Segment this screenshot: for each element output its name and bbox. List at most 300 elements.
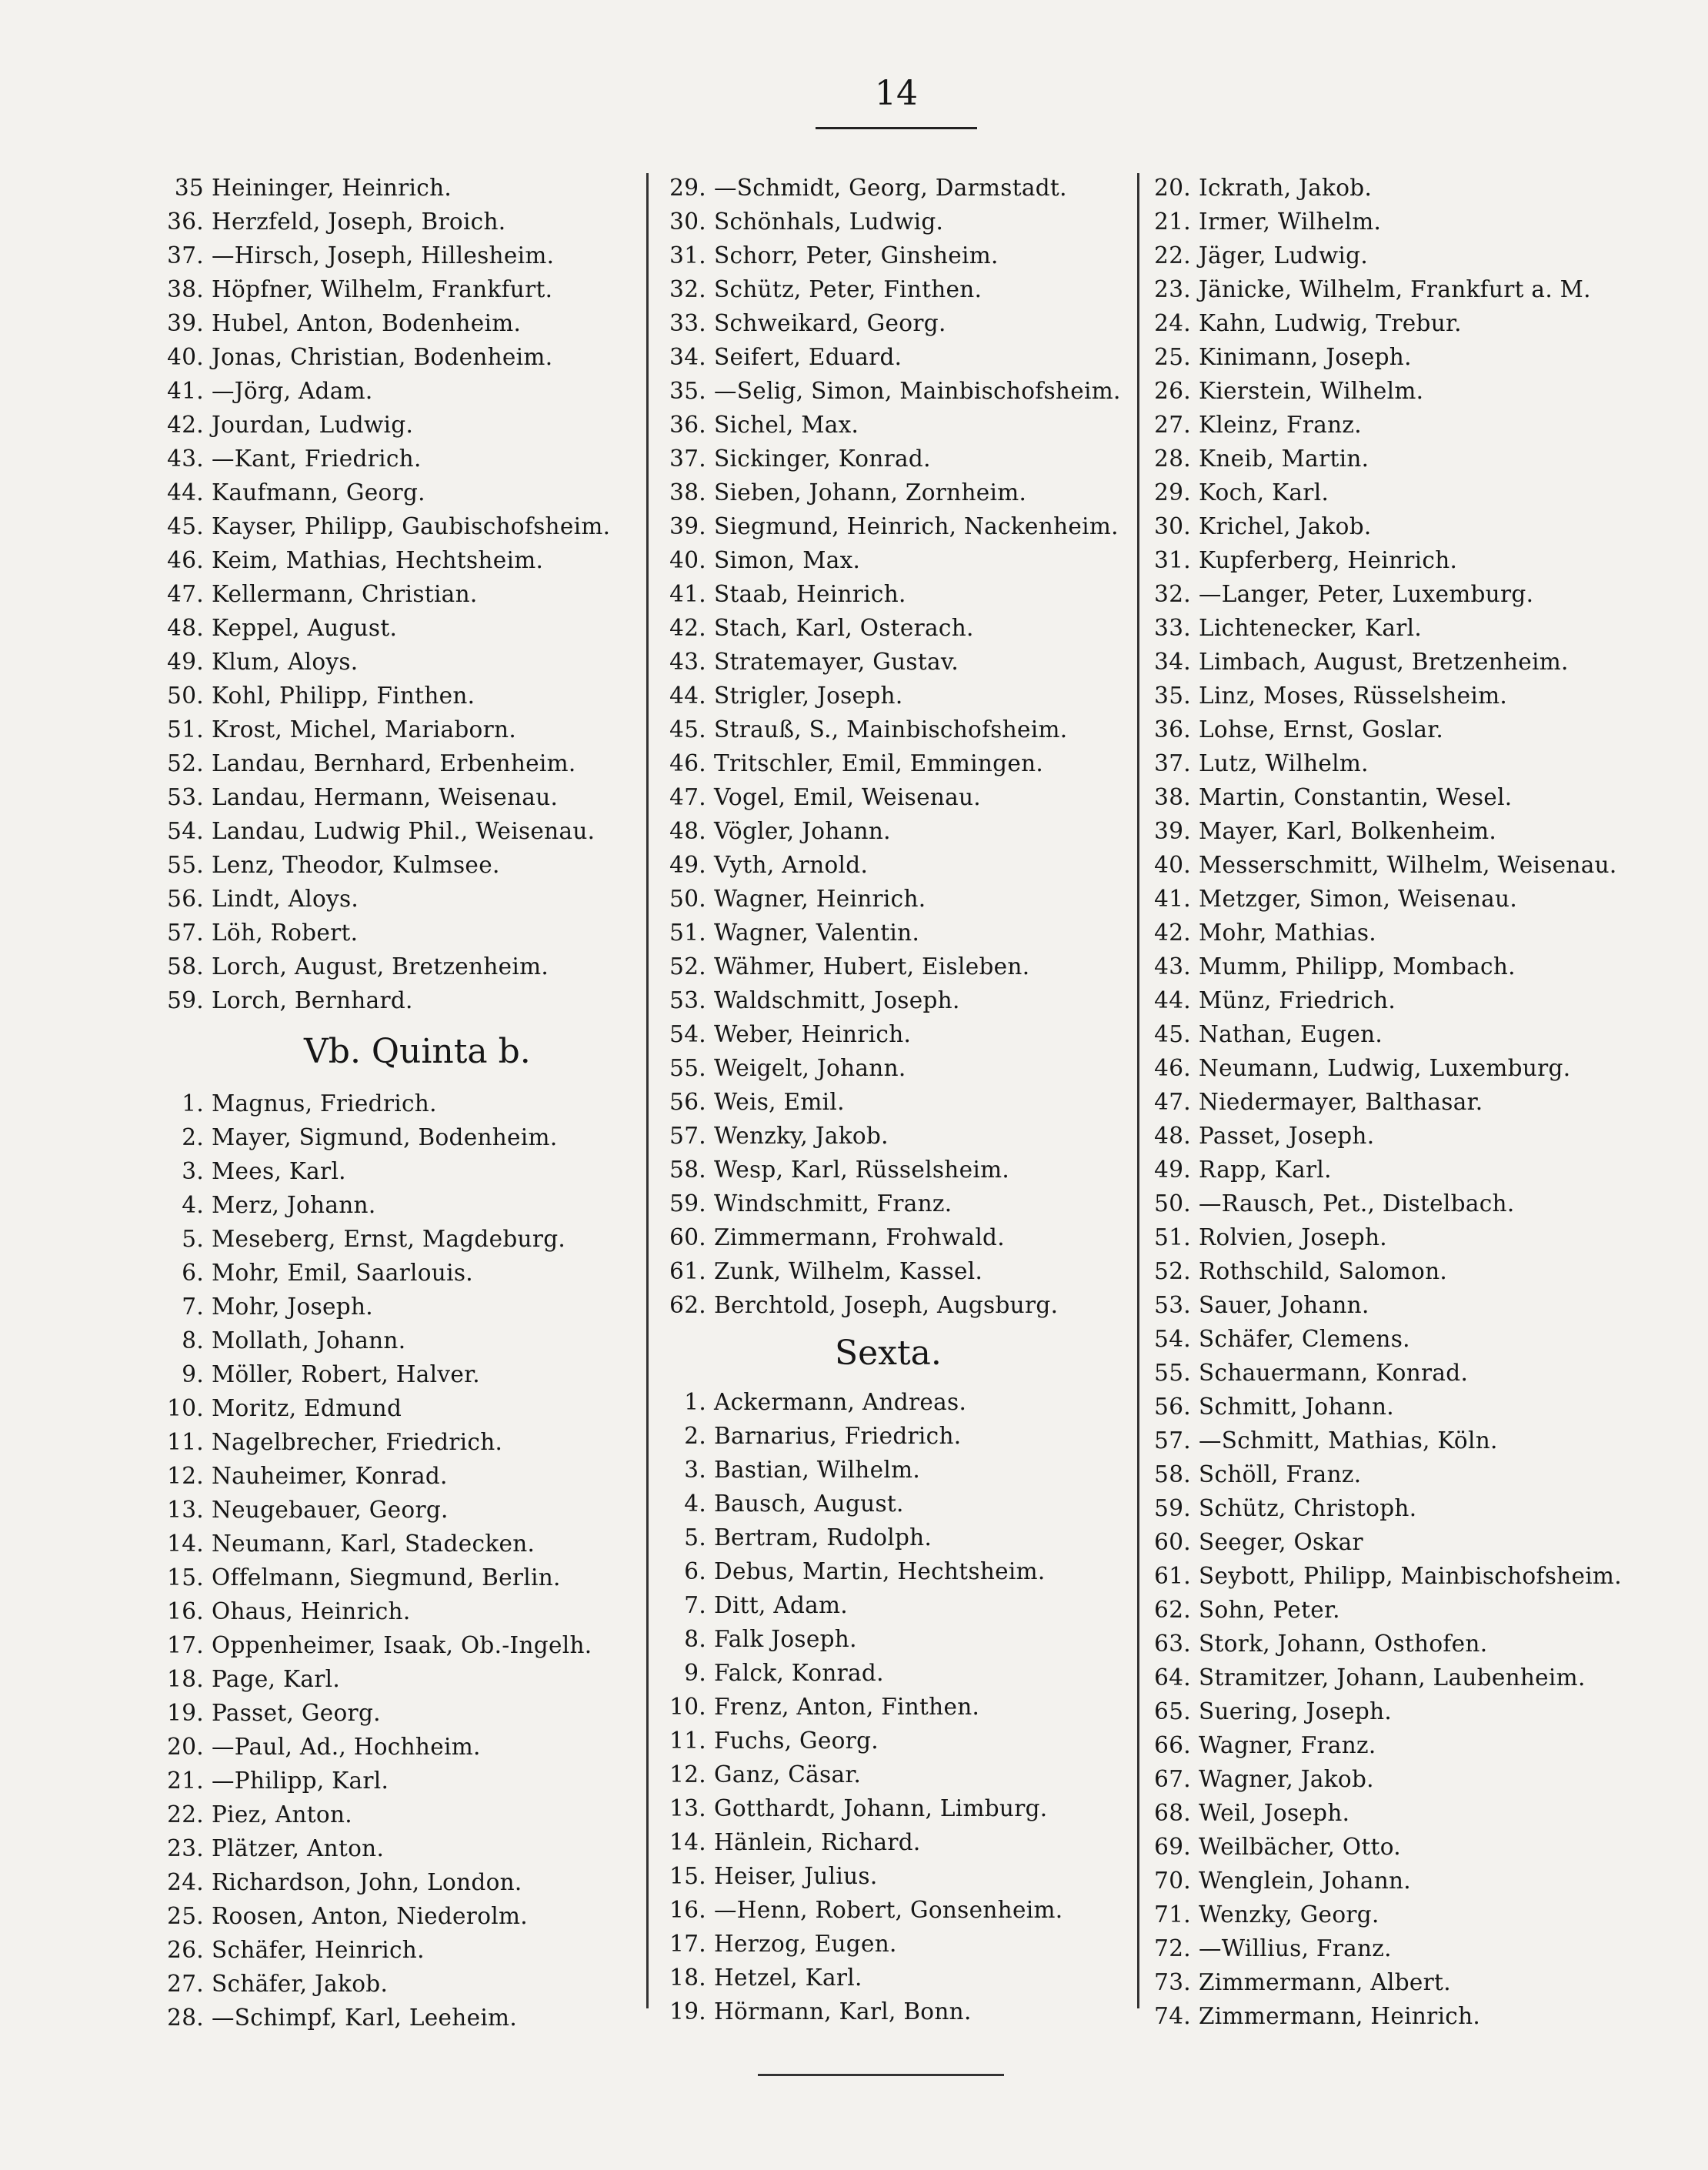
entry-number: 28. (1154, 446, 1191, 472)
bottom-rule (758, 2074, 1004, 2076)
list-entry (165, 543, 635, 577)
entry-name: Oppenheimer, Isaak, Ob.-Ingelh. (212, 1632, 592, 1658)
list-entry (1146, 476, 1696, 509)
list-entry (165, 306, 635, 340)
list-entry (662, 1859, 1131, 1893)
list-entry (1146, 1220, 1696, 1254)
entry-number: 40. (1154, 852, 1191, 878)
entry-name: Kahn, Ludwig, Trebur. (1199, 310, 1462, 336)
entry-name: Schütz, Christoph. (1199, 1495, 1417, 1521)
entry-name: Hubel, Anton, Bodenheim. (212, 310, 522, 336)
list-entry (1146, 543, 1696, 577)
entry-name: Lorch, Bernhard. (212, 987, 413, 1013)
list-entry (1146, 205, 1696, 239)
entry-name: Koch, Karl. (1199, 479, 1329, 506)
list-entry (662, 1017, 1131, 1051)
entry-number: 45. (1154, 1021, 1191, 1047)
entry-name: Piez, Anton. (212, 1801, 352, 1828)
list-entry (165, 1899, 635, 1933)
entry-number: 45. (167, 513, 204, 539)
list-entry (662, 1220, 1131, 1254)
entry-name: Landau, Hermann, Weisenau. (212, 784, 559, 810)
entry-name: Bausch, August. (714, 1491, 904, 1517)
list-entry (1146, 1830, 1696, 1864)
entry-name: Herzog, Eugen. (714, 1931, 897, 1957)
entry-name: Schönhals, Ludwig. (714, 209, 944, 235)
entry-number: 54. (167, 818, 204, 844)
list-entry (662, 1051, 1131, 1085)
entry-name: Sichel, Max. (714, 412, 859, 438)
entry-name: Zimmermann, Heinrich. (1199, 2003, 1481, 2029)
list-entry (662, 1825, 1131, 1859)
entry-name: Rapp, Karl. (1199, 1157, 1332, 1183)
list-entry (662, 1254, 1131, 1288)
entry-name: Roosen, Anton, Niederolm. (212, 1903, 528, 1929)
entry-name: Wagner, Heinrich. (714, 886, 926, 912)
entry-name: Stach, Karl, Osterach. (714, 615, 974, 641)
entry-number: 56. (167, 886, 204, 912)
entry-name: Passet, Georg. (212, 1700, 381, 1726)
list-entry (165, 171, 635, 205)
entry-number: 72. (1154, 1935, 1191, 1961)
entry-name: Schäfer, Heinrich. (212, 1937, 425, 1963)
list-entry (662, 1724, 1131, 1758)
entry-name: Limbach, August, Bretzenheim. (1199, 649, 1569, 675)
list-entry (1146, 916, 1696, 950)
list-entry (662, 1085, 1131, 1119)
entry-number: 51. (1154, 1224, 1191, 1250)
entry-number: 61. (1154, 1563, 1191, 1589)
list-entry (662, 713, 1131, 746)
entry-number: 53. (167, 784, 204, 810)
entry-number: 46. (1154, 1055, 1191, 1081)
entry-name: Weil, Joseph. (1199, 1800, 1350, 1826)
list-entry (165, 1290, 635, 1324)
entry-number: 21. (1154, 209, 1191, 235)
entry-number: 19. (669, 1998, 706, 2025)
entry-number: 18. (167, 1666, 204, 1692)
list-entry (662, 577, 1131, 611)
entry-name: Krost, Michel, Mariaborn. (212, 716, 516, 743)
entry-name: —Jörg, Adam. (212, 378, 373, 404)
list-entry (662, 916, 1131, 950)
entry-number: 31. (1154, 547, 1191, 573)
entry-name: Nauheimer, Konrad. (212, 1463, 448, 1489)
entry-number: 44. (669, 683, 706, 709)
entry-name: Ohaus, Heinrich. (212, 1598, 411, 1624)
entry-number: 73. (1154, 1969, 1191, 1995)
entry-number: 30. (1154, 513, 1191, 539)
list-entry (165, 272, 635, 306)
entry-name: Nathan, Eugen. (1199, 1021, 1383, 1047)
list-entry (1146, 1931, 1696, 1965)
entry-number: 9. (684, 1660, 706, 1686)
list-entry (165, 205, 635, 239)
list-entry (165, 1120, 635, 1154)
list-entry (1146, 1491, 1696, 1525)
entry-number: 25. (167, 1903, 204, 1929)
list-entry (662, 509, 1131, 543)
entry-name: Jänicke, Wilhelm, Frankfurt a. M. (1199, 276, 1591, 302)
entry-name: Vögler, Johann. (714, 818, 891, 844)
entry-name: Sieben, Johann, Zornheim. (714, 479, 1027, 506)
list-entry (165, 814, 635, 848)
list-entry (662, 408, 1131, 442)
list-entry (662, 611, 1131, 645)
entry-name: Berchtold, Joseph, Augsburg. (714, 1292, 1059, 1318)
entry-number: 54. (669, 1021, 706, 1047)
list-entry (165, 1628, 635, 1662)
list-entry (165, 645, 635, 679)
entry-name: Jonas, Christian, Bodenheim. (212, 344, 553, 370)
entry-name: Ganz, Cäsar. (714, 1761, 862, 1788)
entry-name: —Kant, Friedrich. (212, 446, 422, 472)
list-entry (1146, 1288, 1696, 1322)
list-entry (165, 577, 635, 611)
entry-name: Plätzer, Anton. (212, 1835, 385, 1861)
list-entry (165, 983, 635, 1017)
entry-name: —Henn, Robert, Gonsenheim. (714, 1897, 1063, 1923)
entry-number: 71. (1154, 1901, 1191, 1928)
entry-name: Zimmermann, Albert. (1199, 1969, 1451, 1995)
list-entry (662, 340, 1131, 374)
entry-number: 4. (684, 1491, 706, 1517)
entry-name: Barnarius, Friedrich. (714, 1423, 962, 1449)
entry-name: Wagner, Valentin. (714, 920, 920, 946)
list-entry (1146, 239, 1696, 272)
entry-number: 24. (167, 1869, 204, 1895)
list-entry (1146, 1187, 1696, 1220)
entry-number: 36. (167, 209, 204, 235)
entry-number: 31. (669, 242, 706, 269)
entry-number: 32. (669, 276, 706, 302)
entry-number: 4. (182, 1192, 204, 1218)
entry-number: 39. (669, 513, 706, 539)
entry-number: 38. (669, 479, 706, 506)
entry-name: Meseberg, Ernst, Magdeburg. (212, 1226, 566, 1252)
list-entry (662, 1927, 1131, 1961)
entry-number: 25. (1154, 344, 1191, 370)
list-entry (165, 1391, 635, 1425)
entry-name: Wagner, Jakob. (1199, 1766, 1374, 1792)
entry-number: 60. (1154, 1529, 1191, 1555)
list-entry (1146, 1694, 1696, 1728)
entry-number: 47. (167, 581, 204, 607)
entry-name: Lichtenecker, Karl. (1199, 615, 1423, 641)
list-entry (662, 848, 1131, 882)
list-entry (662, 272, 1131, 306)
entry-name: —Hirsch, Joseph, Hillesheim. (212, 242, 555, 269)
entry-number: 1. (684, 1389, 706, 1415)
entry-number: 47. (669, 784, 706, 810)
list-entry (165, 476, 635, 509)
entry-number: 35. (669, 378, 706, 404)
entry-number: 45. (669, 716, 706, 743)
entry-name: Stork, Johann, Osthofen. (1199, 1631, 1488, 1657)
entry-name: Suering, Joseph. (1199, 1698, 1393, 1724)
entry-name: Fuchs, Georg. (714, 1728, 879, 1754)
entry-number: 29. (1154, 479, 1191, 506)
list-entry (165, 1087, 635, 1120)
entry-name: Rothschild, Salomon. (1199, 1258, 1448, 1284)
entry-number: 36. (669, 412, 706, 438)
entry-name: Klum, Aloys. (212, 649, 359, 675)
entry-number: 16. (167, 1598, 204, 1624)
entry-name: Wenzky, Georg. (1199, 1901, 1379, 1928)
entry-number: 43. (1154, 953, 1191, 980)
list-entry (662, 1385, 1131, 1419)
entry-name: Falk Joseph. (714, 1626, 857, 1652)
list-entry (662, 1690, 1131, 1724)
entry-number: 50. (669, 886, 706, 912)
list-entry (662, 645, 1131, 679)
page-number: 14 (875, 74, 918, 113)
entry-number: 48. (669, 818, 706, 844)
list-entry (1146, 1525, 1696, 1559)
entry-number: 56. (669, 1089, 706, 1115)
entry-number: 52. (669, 953, 706, 980)
list-entry (662, 780, 1131, 814)
list-entry (165, 1324, 635, 1357)
entry-name: Kupferberg, Heinrich. (1199, 547, 1458, 573)
entry-name: Lutz, Wilhelm. (1199, 750, 1369, 776)
left-column (165, 171, 635, 2035)
list-entry (1146, 1999, 1696, 2033)
entry-number: 65. (1154, 1698, 1191, 1724)
list-entry (165, 1527, 635, 1561)
entry-number: 50. (167, 683, 204, 709)
entry-number: 55. (669, 1055, 706, 1081)
entry-number: 19. (167, 1700, 204, 1726)
list-entry (662, 983, 1131, 1017)
list-entry (1146, 1051, 1696, 1085)
entry-name: Schäfer, Jakob. (212, 1971, 389, 1997)
entry-number: 67. (1154, 1766, 1191, 1792)
entry-name: —Willius, Franz. (1199, 1935, 1392, 1961)
entry-name: Weis, Emil. (714, 1089, 845, 1115)
entry-name: Ackermann, Andreas. (714, 1389, 967, 1415)
entry-number: 42. (1154, 920, 1191, 946)
list-entry (1146, 1356, 1696, 1390)
entry-number: 13. (167, 1497, 204, 1523)
entry-name: Stratemayer, Gustav. (714, 649, 959, 675)
entry-name: Merz, Johann. (212, 1192, 376, 1218)
entry-name: Lenz, Theodor, Kulmsee. (212, 852, 500, 878)
entry-number: 10. (167, 1395, 204, 1421)
entry-name: Schweikard, Georg. (714, 310, 946, 336)
list-entry (662, 1453, 1131, 1487)
list-entry (662, 1187, 1131, 1220)
entry-name: Gotthardt, Johann, Limburg. (714, 1795, 1048, 1821)
list-entry (165, 950, 635, 983)
list-entry (165, 1222, 635, 1256)
list-entry (1146, 1017, 1696, 1051)
list-entry (165, 1933, 635, 1967)
list-entry (662, 882, 1131, 916)
entry-name: Linz, Moses, Rüsselsheim. (1199, 683, 1508, 709)
entry-name: Lorch, August, Bretzenheim. (212, 953, 549, 980)
entry-number: 3. (684, 1457, 706, 1483)
entry-number: 17. (669, 1931, 706, 1957)
entry-number: 64. (1154, 1664, 1191, 1691)
entry-name: Ditt, Adam. (714, 1592, 848, 1618)
column-divider-right (1137, 173, 1139, 2008)
list-entry (1146, 713, 1696, 746)
entry-name: Schäfer, Clemens. (1199, 1326, 1410, 1352)
entry-name: Bastian, Wilhelm. (714, 1457, 921, 1483)
entry-name: Weilbächer, Otto. (1199, 1834, 1401, 1860)
entry-number: 58. (167, 953, 204, 980)
right-list (1146, 171, 1696, 2033)
entry-name: Wagner, Franz. (1199, 1732, 1376, 1758)
list-entry (1146, 611, 1696, 645)
entry-name: Martin, Constantin, Wesel. (1199, 784, 1513, 810)
list-entry (662, 239, 1131, 272)
entry-number: 8. (684, 1626, 706, 1652)
entry-number: 49. (167, 649, 204, 675)
list-entry (165, 1662, 635, 1696)
entry-number: 3. (182, 1158, 204, 1184)
entry-number: 24. (1154, 310, 1191, 336)
list-entry (1146, 340, 1696, 374)
entry-name: Jourdan, Ludwig. (212, 412, 414, 438)
list-entry (165, 746, 635, 780)
entry-name: Sickinger, Konrad. (714, 446, 931, 472)
list-entry (662, 205, 1131, 239)
entry-number: 37. (669, 446, 706, 472)
entry-number: 34. (1154, 649, 1191, 675)
list-entry (662, 543, 1131, 577)
list-entry (165, 1425, 635, 1459)
entry-name: Staab, Heinrich. (714, 581, 906, 607)
entry-number: 28. (167, 2005, 204, 2031)
entry-name: Waldschmitt, Joseph. (714, 987, 960, 1013)
list-entry (165, 848, 635, 882)
list-entry (165, 1561, 635, 1594)
entry-number: 11. (669, 1728, 706, 1754)
entry-number: 58. (669, 1157, 706, 1183)
list-entry (165, 916, 635, 950)
section-heading-sexta: Sexta. (835, 1334, 942, 1373)
entry-name: Neugebauer, Georg. (212, 1497, 449, 1523)
entry-number: 2. (684, 1423, 706, 1449)
entry-number: 59. (669, 1190, 706, 1217)
entry-number: 39. (1154, 818, 1191, 844)
entry-name: Irmer, Wilhelm. (1199, 209, 1382, 235)
entry-number: 20. (1154, 175, 1191, 201)
list-entry (1146, 1390, 1696, 1424)
entry-number: 14. (167, 1531, 204, 1557)
entry-number: 48. (167, 615, 204, 641)
entry-number: 5. (182, 1226, 204, 1252)
list-entry (662, 950, 1131, 983)
entry-number: 35. (1154, 683, 1191, 709)
entry-name: Lohse, Ernst, Goslar. (1199, 716, 1444, 743)
entry-number: 46. (167, 547, 204, 573)
list-entry (662, 1588, 1131, 1622)
list-entry (662, 306, 1131, 340)
entry-number: 69. (1154, 1834, 1191, 1860)
entry-number: 38. (167, 276, 204, 302)
entry-name: Kinimann, Joseph. (1199, 344, 1412, 370)
entry-number: 42. (669, 615, 706, 641)
entry-name: Wesp, Karl, Rüsselsheim. (714, 1157, 1010, 1183)
entry-name: —Selig, Simon, Mainbischofsheim. (714, 378, 1121, 404)
entry-name: —Rausch, Pet., Distelbach. (1199, 1190, 1515, 1217)
entry-number: 55. (167, 852, 204, 878)
list-entry (165, 1764, 635, 1798)
list-entry (1146, 780, 1696, 814)
list-entry (165, 1154, 635, 1188)
entry-number: 41. (669, 581, 706, 607)
entry-name: Sohn, Peter. (1199, 1597, 1340, 1623)
list-entry (1146, 1457, 1696, 1491)
list-entry (1146, 1119, 1696, 1153)
list-entry (662, 1622, 1131, 1656)
entry-name: —Langer, Peter, Luxemburg. (1199, 581, 1534, 607)
list-entry (165, 1865, 635, 1899)
list-entry (662, 1521, 1131, 1554)
entry-name: Frenz, Anton, Finthen. (714, 1694, 980, 1720)
entry-name: Nagelbrecher, Friedrich. (212, 1429, 503, 1455)
list-entry (165, 882, 635, 916)
list-entry (165, 374, 635, 408)
list-entry (1146, 1153, 1696, 1187)
entry-name: Rolvien, Joseph. (1199, 1224, 1387, 1250)
entry-name: Sauer, Johann. (1199, 1292, 1369, 1318)
entry-name: Messerschmitt, Wilhelm, Weisenau. (1199, 852, 1617, 878)
entry-name: Landau, Ludwig Phil., Weisenau. (212, 818, 595, 844)
list-entry (1146, 1965, 1696, 1999)
entry-name: Krichel, Jakob. (1199, 513, 1372, 539)
list-entry (1146, 408, 1696, 442)
entry-number: 33. (669, 310, 706, 336)
entry-number: 21. (167, 1768, 204, 1794)
entry-number: 12. (669, 1761, 706, 1788)
entry-number: 49. (1154, 1157, 1191, 1183)
entry-name: Zunk, Wilhelm, Kassel. (714, 1258, 983, 1284)
entry-number: 36. (1154, 716, 1191, 743)
list-entry (165, 442, 635, 476)
list-entry (1146, 272, 1696, 306)
entry-number: 55. (1154, 1360, 1191, 1386)
list-entry (1146, 1322, 1696, 1356)
list-entry (165, 1730, 635, 1764)
list-entry (1146, 509, 1696, 543)
entry-name: Hetzel, Karl. (714, 1965, 862, 1991)
entry-name: Mohr, Joseph. (212, 1294, 373, 1320)
list-entry (1146, 848, 1696, 882)
entry-name: Kellermann, Christian. (212, 581, 478, 607)
entry-number: 41. (167, 378, 204, 404)
entry-number: 43. (167, 446, 204, 472)
list-entry (1146, 645, 1696, 679)
entry-name: Moritz, Edmund (212, 1395, 402, 1421)
entry-name: Strigler, Joseph. (714, 683, 903, 709)
entry-number: 63. (1154, 1631, 1191, 1657)
entry-name: Kayser, Philipp, Gaubischofsheim. (212, 513, 611, 539)
entry-number: 22. (167, 1801, 204, 1828)
entry-name: Neumann, Karl, Stadecken. (212, 1531, 535, 1557)
entry-number: 5. (684, 1524, 706, 1551)
entry-number: 52. (1154, 1258, 1191, 1284)
entry-number: 62. (669, 1292, 706, 1318)
list-entry (1146, 1254, 1696, 1288)
entry-number: 61. (669, 1258, 706, 1284)
entry-name: Kleinz, Franz. (1199, 412, 1362, 438)
entry-number: 22. (1154, 242, 1191, 269)
entry-name: Weber, Heinrich. (714, 1021, 912, 1047)
